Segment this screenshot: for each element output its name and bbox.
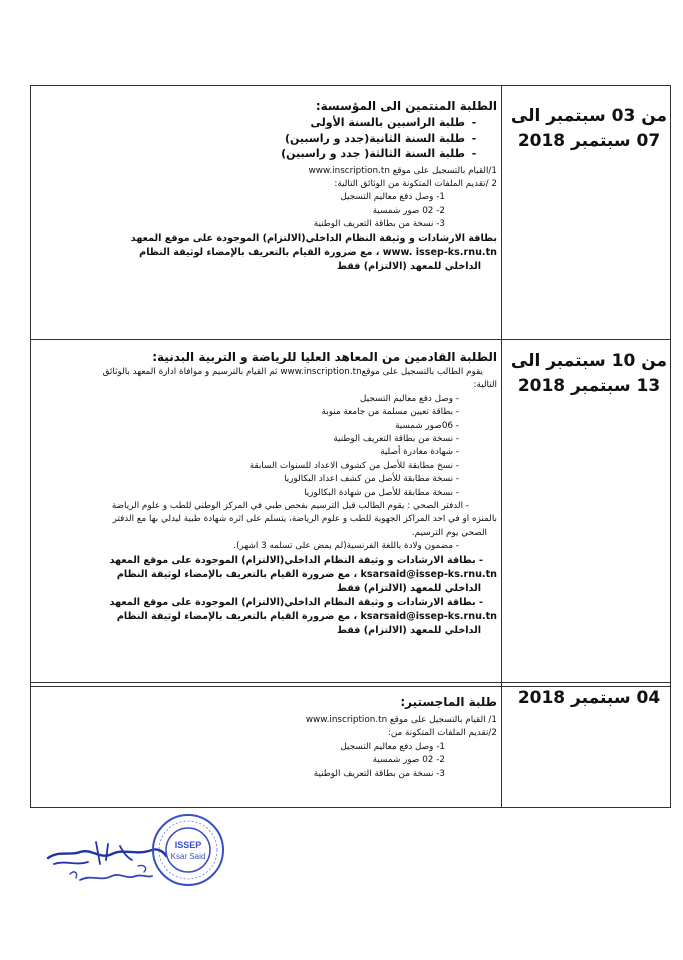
medical-line: بالمنزه او في احد المراكز الجهوية للطب و علوم الرياضة، يتسلم على اثره شهادة طبية ليدلي بها مع الدفتر	[112, 514, 497, 525]
column-divider	[501, 86, 502, 807]
row2-content	[39, 349, 497, 638]
document-item: - بطاقة تعيين مسلمة من جامعة منوبة	[321, 407, 459, 418]
document-item: 2- 02 صور شمسية	[372, 205, 445, 216]
svg-text:ISSEP: ISSEP	[174, 840, 202, 850]
document-item: 2- 02 صور شمسية	[372, 755, 445, 766]
document-item: - شهادة مغادرة أصلية	[380, 447, 459, 458]
document-item: - نسخة مطابقة للأصل من كشف اعداد البكالوريا	[284, 474, 459, 485]
document-item: - نسخ مطابقة للأصل من كشوف الاعداد للسنوات السابقة	[249, 460, 459, 471]
document-item: 3- نسخة من بطاقة التعريف الوطنية	[313, 768, 445, 779]
institute-stamp	[150, 812, 226, 888]
document-item: - 06صور شمسية	[395, 420, 459, 431]
note-line: بطاقة الارشادات و وثيقة النظام الداخلي(الالتزام) الموجودة على موقع المعهد	[130, 232, 497, 244]
row1-date	[507, 104, 671, 154]
group-item: -طلبة السنة الثانية(جدد و راسبين)	[284, 131, 477, 145]
row3-content	[39, 694, 497, 781]
medical-line: الصحي يوم الترسيم.	[411, 527, 487, 538]
section-heading: الطلبة القادمين من المعاهد العليا للرياضة و التربية البدنية:	[152, 350, 497, 364]
document-item: 3- نسخة من بطاقة التعريف الوطنية	[313, 219, 445, 230]
section-heading: الطلبة المنتمين الى المؤسسة:	[315, 99, 497, 113]
document-item: 1- وصل دفع معاليم التسجيل	[340, 192, 445, 203]
group-item: -طلبة الراسبين بالسنة الأولى	[310, 116, 477, 129]
step-line: 2/تقديم الملفات المتكونة من:	[387, 728, 497, 739]
group-item: -طلبة السنة الثالثة( جدد و راسبين)	[281, 147, 477, 160]
note-line: - بطاقة الارشادات و وثيقة النظام الداخلي(الالتزام) الموجودة على موقع المعهد	[109, 554, 483, 566]
note-line: - بطاقة الارشادات و وثيقة النظام الداخلي(الالتزام) الموجودة على موقع المعهد	[109, 596, 483, 608]
document-item: - نسخة مطابقة للأصل من شهادة البكالوريا	[304, 487, 459, 498]
document-item: - نسخة من بطاقة التعريف الوطنية	[333, 434, 459, 445]
date-line: 13 سبتمبر 2018	[517, 376, 661, 396]
step-line: 2 /تقديم الملفات المتكونة من الوثائق التالية:	[334, 178, 497, 189]
note-line: الداخلي للمعهد (الالتزام) فقط	[337, 260, 481, 272]
row1-content	[39, 98, 497, 274]
intro-line: يقوم الطالب بالتسجيل على موقعwww.inscription.tn ثم القيام بالترسيم و موافاة ادارة المعهد بالوثائق	[102, 367, 483, 377]
row-divider	[31, 339, 670, 340]
medical-line: - الدفتر الصحي : يقوم الطالب قبل الترسيم بفحص طبي في المركز الوطني للطب و علوم الرياضة	[111, 501, 469, 512]
note-line: ksarsaid@issep-ks.rnu.tn ، مع ضرورة القيام بالتعريف بالإمضاء لوثيقة النظام	[116, 610, 497, 622]
section-heading: طلبة الماجستير:	[400, 695, 497, 709]
note-line: www. issep-ks.rnu.tn ، مع ضرورة القيام بالتعريف بالإمضاء لوثيقة النظام	[139, 246, 497, 258]
step-line: 1/القيام بالتسجيل على موقع www.inscription.tn	[308, 165, 497, 176]
step-line: 1/ القيام بالتسجيل على موقع www.inscription.tn	[305, 715, 497, 725]
document-item: - مضمون ولادة باللغة الفرنسية(لم يمض على تسلمه 3 اشهر).	[233, 541, 459, 552]
date-line: من 10 سبتمبر الى	[510, 351, 668, 371]
svg-text:Ksar Said: Ksar Said	[170, 852, 206, 861]
document-item: 1- وصل دفع معاليم التسجيل	[340, 741, 445, 752]
intro-line: التالية:	[473, 380, 497, 391]
note-line: الداخلي للمعهد (الالتزام) فقط	[337, 624, 481, 636]
note-line: ksarsaid@issep-ks.rnu.tn ، مع ضرورة القيام بالتعريف بالإمضاء لوثيقة النظام	[116, 568, 497, 580]
date-line: من 03 سبتمبر الى	[510, 106, 668, 126]
document-item: - وصل دفع معاليم التسجيل	[360, 393, 459, 404]
note-line: الداخلي للمعهد (الالتزام) فقط	[337, 582, 481, 594]
row2-date	[507, 349, 671, 399]
date-line: 04 سبتمبر 2018	[517, 688, 661, 708]
registration-table	[30, 85, 671, 808]
row3-date	[507, 686, 671, 711]
date-line: 07 سبتمبر 2018	[517, 131, 661, 151]
